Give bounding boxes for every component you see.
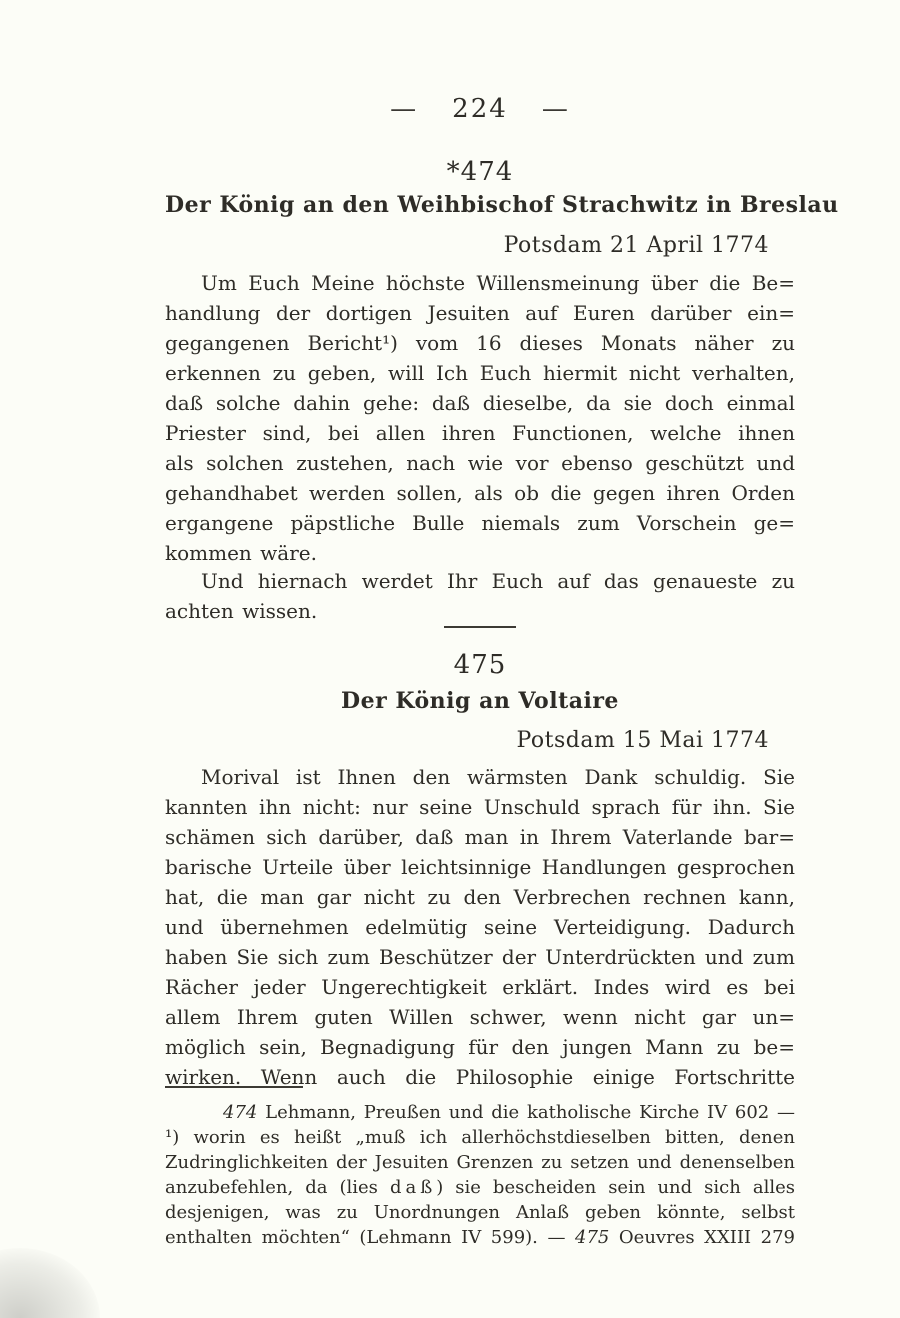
text-segment: daß solche dahin gehe: daß dieselbe, da sie doch einmal bbox=[165, 391, 795, 415]
letter-474-dateline: Potsdam 21 April 1774 bbox=[503, 233, 769, 258]
text-line bbox=[165, 1225, 795, 1250]
text-line bbox=[165, 1175, 795, 1200]
text-segment: haben Sie sich zum Beschützer der Unterdrückten und zum bbox=[165, 945, 795, 969]
letter-474-title: Der König an den Weihbischof Strachwitz in Breslau bbox=[165, 192, 839, 218]
text-segment: kommen wäre. bbox=[165, 541, 317, 565]
footnote-rule bbox=[165, 1086, 303, 1088]
text-segment: allem Ihrem guten Willen schwer, wenn nicht gar un= bbox=[165, 1005, 795, 1029]
text-line bbox=[165, 328, 795, 358]
text-line bbox=[165, 298, 795, 328]
text-segment: Lehmann, Preußen und die katholische Kirche IV 602 — bbox=[265, 1102, 795, 1123]
text-line bbox=[165, 1200, 795, 1225]
text-segment: ergangene päpstliche Bulle niemals zum Vorschein ge= bbox=[165, 511, 795, 535]
text-segment: achten wissen. bbox=[165, 599, 318, 623]
text-segment: Zudringlichkeiten der Jesuiten Grenzen zu setzen und denenselben bbox=[165, 1152, 795, 1173]
text-line bbox=[165, 1032, 795, 1062]
reference-number: 474 bbox=[223, 1102, 266, 1123]
text-line bbox=[165, 1100, 795, 1125]
text-segment: daß bbox=[389, 1177, 437, 1198]
text-segment: Und hiernach werdet Ihr Euch auf das genaueste zu bbox=[201, 569, 795, 593]
footnote-block bbox=[165, 1100, 795, 1250]
text-segment: möglich sein, Begnadigung für den jungen Mann zu be= bbox=[165, 1035, 795, 1059]
text-segment: ) sie bescheiden sein und sich alles bbox=[436, 1177, 795, 1198]
text-segment: erkennen zu geben, will Ich Euch hiermit nicht verhalten, bbox=[165, 361, 795, 385]
text-line bbox=[165, 478, 795, 508]
text-line bbox=[165, 538, 795, 568]
text-line bbox=[165, 358, 795, 388]
text-segment: ¹) worin es heißt „muß ich allerhöchstdieselben bitten, denen bbox=[165, 1127, 795, 1148]
text-segment: Rächer jeder Ungerechtigkeit erklärt. Indes wird es bei bbox=[165, 975, 795, 999]
text-line bbox=[165, 448, 795, 478]
text-segment: hat, die man gar nicht zu den Verbrechen rechnen kann, bbox=[165, 885, 795, 909]
text-line bbox=[165, 388, 795, 418]
text-segment: Um Euch Meine höchste Willensmeinung über die Be= bbox=[201, 271, 795, 295]
text-line bbox=[165, 1002, 795, 1032]
text-line bbox=[165, 566, 795, 596]
header-dash-right: — bbox=[541, 94, 570, 124]
letter-475-number: 475 bbox=[453, 650, 507, 680]
letter-474-number: *474 bbox=[446, 157, 514, 187]
text-segment: als solchen zustehen, nach wie vor ebenso geschützt und bbox=[165, 451, 795, 475]
text-line bbox=[165, 508, 795, 538]
text-line bbox=[165, 418, 795, 448]
text-line bbox=[165, 972, 795, 1002]
text-segment: Priester sind, bei allen ihren Functionen, welche ihnen bbox=[165, 421, 795, 445]
header-dash-left: — bbox=[390, 94, 419, 124]
text-line bbox=[165, 852, 795, 882]
text-line bbox=[165, 912, 795, 942]
text-line bbox=[165, 762, 795, 792]
text-segment: handlung der dortigen Jesuiten auf Euren darüber ein= bbox=[165, 301, 795, 325]
text-line bbox=[165, 822, 795, 852]
text-line bbox=[165, 1150, 795, 1175]
text-segment: schämen sich darüber, daß man in Ihrem Vaterlande bar= bbox=[165, 825, 795, 849]
page-number: 224 bbox=[452, 94, 508, 124]
text-column bbox=[165, 0, 839, 1318]
letter-474-paragraph-1 bbox=[165, 268, 795, 568]
letter-475-dateline: Potsdam 15 Mai 1774 bbox=[516, 728, 769, 753]
text-segment: Morival ist Ihnen den wärmsten Dank schuldig. Sie bbox=[201, 765, 795, 789]
text-segment: gehandhabet werden sollen, als ob die gegen ihren Orden bbox=[165, 481, 795, 505]
page-header bbox=[165, 94, 795, 124]
letter-474-paragraph-2 bbox=[165, 566, 795, 626]
text-segment: enthalten möchten“ (Lehmann IV 599). — bbox=[165, 1227, 576, 1248]
reference-number: 475 bbox=[575, 1227, 619, 1248]
scan-shadow-artifact bbox=[0, 1248, 100, 1318]
text-segment: anzubefehlen, da (lies bbox=[165, 1177, 390, 1198]
text-line bbox=[165, 596, 795, 626]
text-segment: kannten ihn nicht: nur seine Unschuld sprach für ihn. Sie bbox=[165, 795, 795, 819]
text-line bbox=[165, 792, 795, 822]
text-segment: gegangenen Bericht¹) vom 16 dieses Monats näher zu bbox=[165, 331, 795, 355]
text-segment: wirken. Wenn auch die Philosophie einige Fortschritte bbox=[165, 1065, 795, 1089]
text-line bbox=[165, 942, 795, 972]
text-line bbox=[165, 882, 795, 912]
text-segment: Oeuvres XXIII 279 bbox=[618, 1227, 795, 1248]
letter-475-paragraph-1 bbox=[165, 762, 795, 1092]
section-divider bbox=[444, 626, 516, 628]
text-segment: barische Urteile über leichtsinnige Handlungen gesprochen bbox=[165, 855, 795, 879]
text-line bbox=[165, 1125, 795, 1150]
letter-475-title: Der König an Voltaire bbox=[341, 688, 619, 714]
text-segment: und übernehmen edelmütig seine Verteidigung. Dadurch bbox=[165, 915, 795, 939]
text-segment: desjenigen, was zu Unordnungen Anlaß geben könnte, selbst bbox=[165, 1202, 795, 1223]
text-line bbox=[165, 268, 795, 298]
